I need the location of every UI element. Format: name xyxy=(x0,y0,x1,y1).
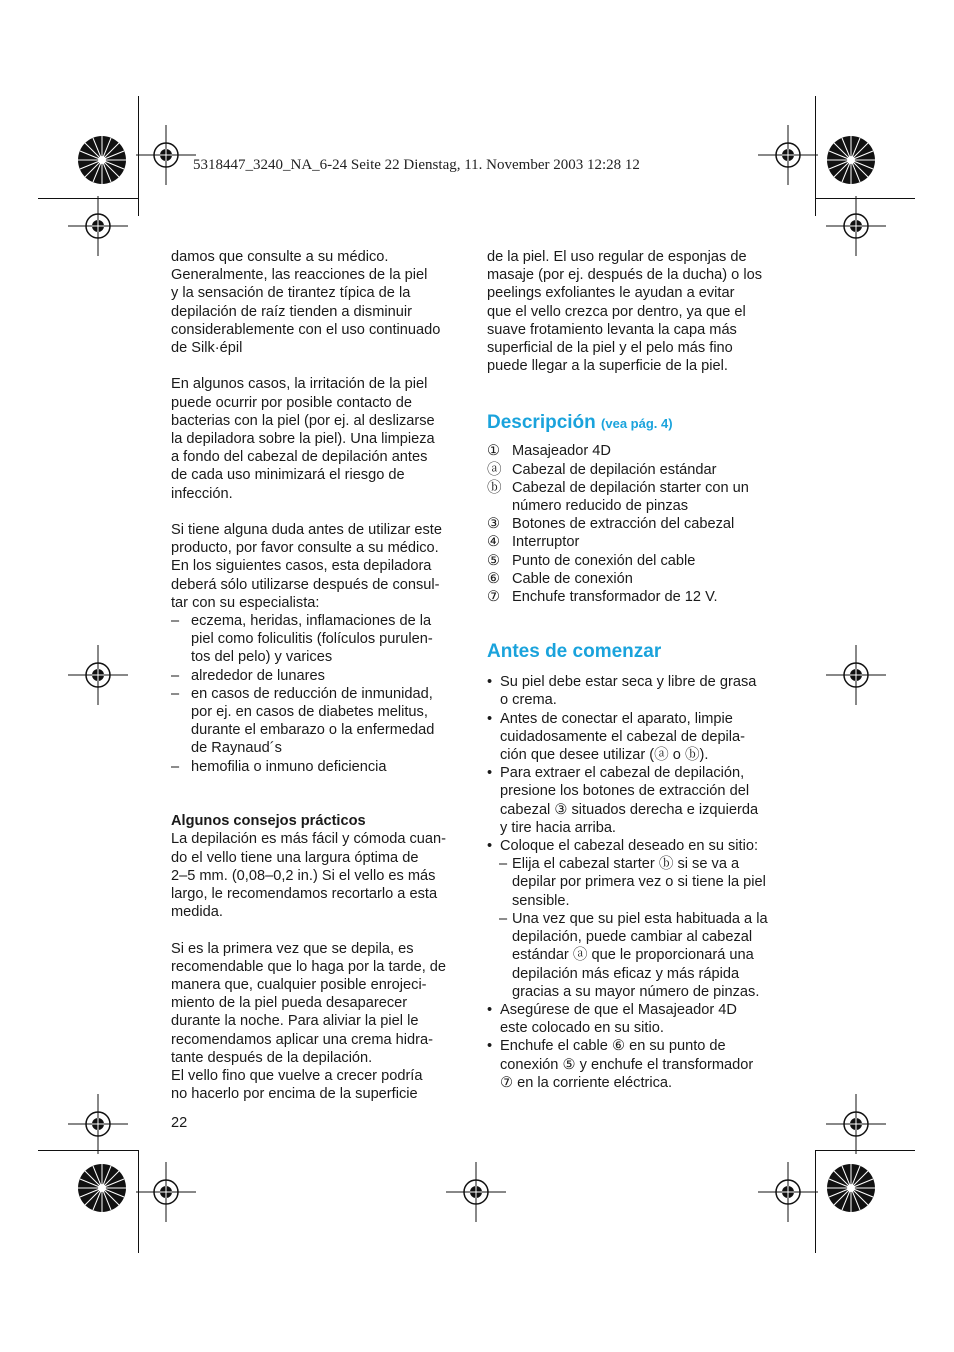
text-line: que el vello crezca por dentro, ya que el xyxy=(487,303,746,320)
text-line: gracias a su mayor número de pinzas. xyxy=(512,983,760,1000)
bullet-item xyxy=(487,837,787,855)
text-line: ción que desee utilizar (ⓐ o ⓑ). xyxy=(500,747,709,764)
page-reference: (vea pág. 4) xyxy=(601,416,673,432)
paragraph xyxy=(171,940,471,1104)
text-line: presione los botones de extracción del xyxy=(500,783,750,800)
item-number: ③ xyxy=(487,516,501,533)
text-line: y tire hacia arriba. xyxy=(500,819,616,836)
text-line: o crema. xyxy=(500,692,557,709)
text-line: Enchufe el cable ⑥ en su punto de xyxy=(500,1038,726,1055)
dash-list-item xyxy=(171,667,471,685)
text-line: cuidadosamente el cabezal de depila- xyxy=(500,728,746,745)
text-line: Asegúrese de que el Masajeador 4D xyxy=(500,1001,737,1018)
bullet-marker: • xyxy=(487,1038,493,1055)
text-line: Generalmente, las reacciones de la piel xyxy=(171,267,428,284)
page-number: 22 xyxy=(171,1115,188,1131)
text-line: Botones de extracción del cabezal xyxy=(512,516,735,533)
text-line: peelings exfoliantes le ayudan a evitar xyxy=(487,285,735,302)
right-column xyxy=(487,248,787,1092)
item-number: ④ xyxy=(487,534,501,551)
text-line: sensible. xyxy=(512,892,570,909)
text-line: El vello fino que vuelve a crecer podría xyxy=(171,1068,423,1085)
text-line: de la piel. El uso regular de esponjas de xyxy=(487,249,747,265)
text-line: producto, por favor consulte a su médico. xyxy=(171,540,439,557)
text-line: tante después de la depilación. xyxy=(171,1049,373,1066)
item-number: ⑥ xyxy=(487,570,501,587)
paragraph xyxy=(171,521,471,612)
text-line: Interruptor xyxy=(512,534,580,551)
text-line: Su piel debe estar seca y libre de grasa xyxy=(500,674,757,691)
text-line: durante la noche. Para aliviar la piel le xyxy=(171,1013,419,1030)
section-heading-description xyxy=(487,411,787,436)
text-line: Antes de conectar el aparato, limpie xyxy=(500,710,733,727)
text-line: por ej. en casos de diabetes melitus, xyxy=(191,704,428,721)
text-line: de Raynaud´s xyxy=(191,740,282,757)
text-line: Elija el cabezal starter ⓑ si se va a xyxy=(512,856,740,873)
description-item xyxy=(487,479,787,515)
sub-list-item xyxy=(487,910,787,1001)
text-line: 2–5 mm. (0,08–0,2 in.) Si el vello es más xyxy=(171,867,436,884)
paragraph xyxy=(171,248,471,357)
dash-marker: – xyxy=(499,910,508,927)
text-line: ⑦ en la corriente eléctrica. xyxy=(500,1074,673,1091)
text-line: puede llegar a la superficie de la piel. xyxy=(487,358,728,375)
bullet-marker: • xyxy=(487,1001,493,1018)
text-line: suave frotamiento levanta la capa más xyxy=(487,321,737,338)
text-line: de cada uso minimizará el riesgo de xyxy=(171,467,405,484)
text-line: manera que, cualquier posible enrojeci- xyxy=(171,977,427,994)
text-line: Si tiene alguna duda antes de utilizar este xyxy=(171,522,442,539)
text-line: damos que consulte a su médico. xyxy=(171,249,389,265)
text-line: depilación de raíz tienden a disminuir xyxy=(171,303,412,320)
item-number: ⓑ xyxy=(487,479,502,496)
paragraph xyxy=(171,830,471,921)
text-line: no hacerlo por encima de la superficie xyxy=(171,1086,418,1103)
text-line: cabezal ③ situados derecha e izquierda xyxy=(500,801,759,818)
dash-marker: – xyxy=(171,758,180,775)
dash-list-item xyxy=(171,612,471,667)
bullet-item xyxy=(487,710,787,765)
section-subtitle: Algunos consejos prácticos xyxy=(171,813,366,830)
dash-marker: – xyxy=(171,685,180,702)
description-item xyxy=(487,552,787,570)
text-line: largo, le recomendamos recortarlo a esta xyxy=(171,886,438,903)
text-line: Enchufe transformador de 12 V. xyxy=(512,589,718,606)
text-line: piel como foliculitis (folículos purulen- xyxy=(191,631,433,648)
paragraph xyxy=(171,375,471,502)
item-number: ⑦ xyxy=(487,589,501,606)
item-number: ⓐ xyxy=(487,461,502,478)
text-line: hemofilia o inmuno deficiencia xyxy=(191,758,387,775)
paragraph xyxy=(487,248,787,375)
text-line: tar con su especialista: xyxy=(171,594,320,611)
item-number: ① xyxy=(487,443,501,460)
text-line: Coloque el cabezal deseado en su sitio: xyxy=(500,838,758,855)
text-line: En algunos casos, la irritación de la piel xyxy=(171,376,428,393)
sub-list-item xyxy=(487,855,787,910)
text-line: Cable de conexión xyxy=(512,570,633,587)
text-line: Cabezal de depilación estándar xyxy=(512,461,717,478)
description-item xyxy=(487,515,787,533)
text-line: la depiladora sobre la piel). Una limpieza xyxy=(171,431,435,448)
text-line: conexión ⑤ y enchufe el transformador xyxy=(500,1056,754,1073)
text-line: depilar por primera vez o si tiene la piel xyxy=(512,874,766,891)
text-line: La depilación es más fácil y cómoda cuan- xyxy=(171,831,446,848)
text-line: número reducido de pinzas xyxy=(512,498,689,515)
text-line: a fondo del cabezal de depilación antes xyxy=(171,449,428,466)
heading-text: Descripción xyxy=(487,412,596,434)
description-item xyxy=(487,533,787,551)
text-line: durante el embarazo o la enfermedad xyxy=(191,722,435,739)
dash-list-item xyxy=(171,758,471,776)
text-line: de Silk·épil xyxy=(171,340,243,357)
dash-list-item xyxy=(171,685,471,758)
text-line: Cabezal de depilación starter con un xyxy=(512,479,749,496)
bullet-item xyxy=(487,1001,787,1037)
text-line: depilación más eficaz y más rápida xyxy=(512,965,740,982)
text-line: superficial de la piel y el pelo más fino xyxy=(487,340,733,357)
dash-marker: – xyxy=(171,667,180,684)
print-header: 5318447_3240_NA_6-24 Seite 22 Dienstag, 11. November 2003 12:28 12 xyxy=(193,157,640,173)
left-column xyxy=(171,248,471,1103)
description-item xyxy=(487,570,787,588)
text-line: alrededor de lunares xyxy=(191,667,325,684)
text-line: en casos de reducción de inmunidad, xyxy=(191,685,433,702)
text-line: Para extraer el cabezal de depilación, xyxy=(500,765,745,782)
bullet-marker: • xyxy=(487,765,493,782)
text-line: miento de la piel pueda desaparecer xyxy=(171,995,408,1012)
description-item xyxy=(487,588,787,606)
description-item xyxy=(487,461,787,479)
bullet-marker: • xyxy=(487,674,493,691)
bullet-marker: • xyxy=(487,838,493,855)
text-line: medida. xyxy=(171,904,223,921)
text-line: este colocado en su sitio. xyxy=(500,1020,664,1037)
text-line: infección. xyxy=(171,485,233,502)
dash-marker: – xyxy=(499,856,508,873)
text-line: Punto de conexión del cable xyxy=(512,552,696,569)
text-line: bacterias con la piel (por ej. al deslizarse xyxy=(171,412,435,429)
bullet-item xyxy=(487,764,787,837)
text-line: tos del pelo) y varices xyxy=(191,649,333,666)
text-line: masaje (por ej. después de la ducha) o los xyxy=(487,267,763,284)
description-item xyxy=(487,442,787,460)
dash-marker: – xyxy=(171,613,180,630)
text-line: recomendamos aplicar una crema hidra- xyxy=(171,1031,433,1048)
text-line: Masajeador 4D xyxy=(512,443,611,460)
section-heading-before-start: Antes de comenzar xyxy=(487,641,662,663)
text-line: depilación, puede cambiar al cabezal xyxy=(512,929,753,946)
text-line: y la sensación de tirantez típica de la xyxy=(171,285,411,302)
text-line: Si es la primera vez que se depila, es xyxy=(171,940,414,957)
bullet-item xyxy=(487,673,787,709)
text-line: puede ocurrir por posible contacto de xyxy=(171,394,412,411)
text-line: Una vez que su piel esta habituada a la xyxy=(512,910,768,927)
text-line: eczema, heridas, inflamaciones de la xyxy=(191,613,432,630)
text-line: deberá sólo utilizarse después de consul- xyxy=(171,576,440,593)
text-line: estándar ⓐ que le proporcionará una xyxy=(512,947,754,964)
text-line: considerablemente con el uso continuado xyxy=(171,321,441,338)
item-number: ⑤ xyxy=(487,552,501,569)
text-line: do el vello tiene una largura óptima de xyxy=(171,849,419,866)
bullet-marker: • xyxy=(487,710,493,727)
text-line: recomendable que lo haga por la tarde, de xyxy=(171,958,447,975)
text-line: En los siguientes casos, esta depiladora xyxy=(171,558,432,575)
bullet-item xyxy=(487,1037,787,1092)
